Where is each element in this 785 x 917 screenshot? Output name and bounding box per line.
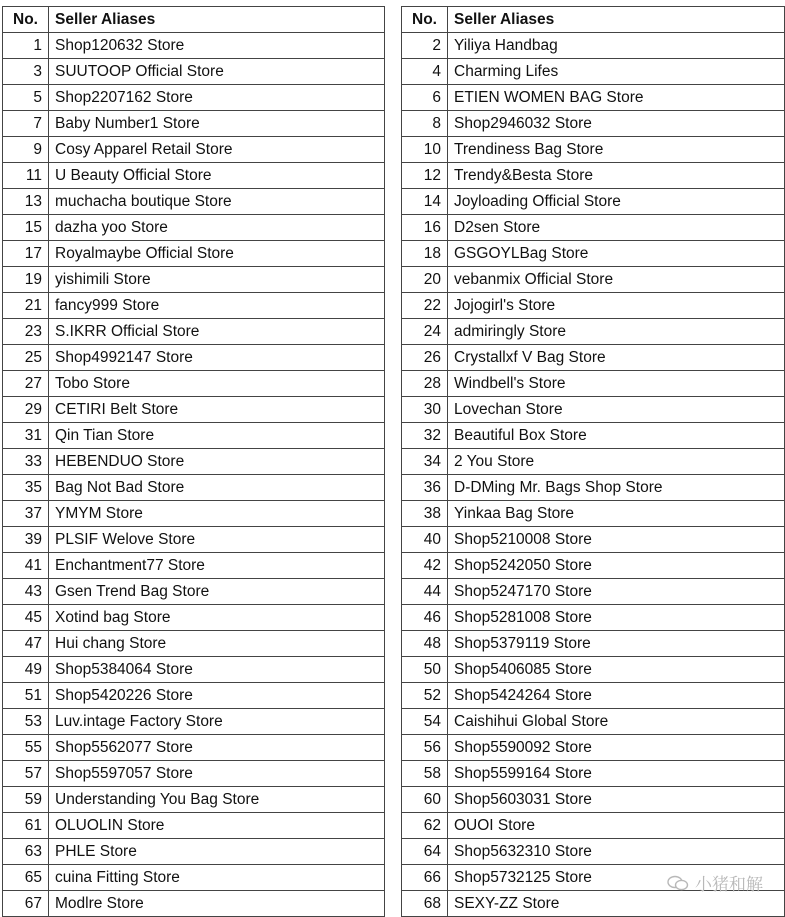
seller-alias: Understanding You Bag Store [49, 787, 385, 813]
table-row [3, 137, 385, 163]
table-row [402, 813, 785, 839]
row-number: 39 [3, 527, 49, 553]
table-row [3, 501, 385, 527]
table-row [3, 215, 385, 241]
row-number: 29 [3, 397, 49, 423]
seller-alias: Shop4992147 Store [49, 345, 385, 371]
table-row [402, 761, 785, 787]
table-row [3, 449, 385, 475]
table-row [402, 657, 785, 683]
seller-alias: U Beauty Official Store [49, 163, 385, 189]
seller-alias: Baby Number1 Store [49, 111, 385, 137]
table-row [402, 293, 785, 319]
row-number: 40 [402, 527, 448, 553]
seller-alias: Shop5632310 Store [448, 839, 785, 865]
row-number: 38 [402, 501, 448, 527]
row-number: 7 [3, 111, 49, 137]
table-row [402, 33, 785, 59]
seller-alias: Bag Not Bad Store [49, 475, 385, 501]
row-number: 48 [402, 631, 448, 657]
seller-alias: Shop2946032 Store [448, 111, 785, 137]
row-number: 57 [3, 761, 49, 787]
row-number: 50 [402, 657, 448, 683]
seller-alias: Modlre Store [49, 891, 385, 917]
row-number: 52 [402, 683, 448, 709]
row-number: 26 [402, 345, 448, 371]
row-number: 28 [402, 371, 448, 397]
seller-alias: SEXY-ZZ Store [448, 891, 785, 917]
row-number: 46 [402, 605, 448, 631]
row-number: 24 [402, 319, 448, 345]
seller-alias: Charming Lifes [448, 59, 785, 85]
row-number: 14 [402, 189, 448, 215]
seller-alias: Shop5599164 Store [448, 761, 785, 787]
row-number: 67 [3, 891, 49, 917]
row-number: 43 [3, 579, 49, 605]
seller-alias: Shop5562077 Store [49, 735, 385, 761]
row-number: 49 [3, 657, 49, 683]
row-number: 20 [402, 267, 448, 293]
seller-alias: Royalmaybe Official Store [49, 241, 385, 267]
seller-alias: Yinkaa Bag Store [448, 501, 785, 527]
row-number: 61 [3, 813, 49, 839]
watermark [667, 870, 763, 895]
row-number: 34 [402, 449, 448, 475]
seller-alias: OLUOLIN Store [49, 813, 385, 839]
table-row [3, 761, 385, 787]
table-row [402, 631, 785, 657]
table-row [402, 553, 785, 579]
row-number: 10 [402, 137, 448, 163]
table-row [3, 813, 385, 839]
seller-alias: Jojogirl's Store [448, 293, 785, 319]
seller-alias: Joyloading Official Store [448, 189, 785, 215]
row-number: 19 [3, 267, 49, 293]
seller-alias: Shop5732125 Store [448, 865, 785, 891]
seller-alias: vebanmix Official Store [448, 267, 785, 293]
seller-alias: Shop5420226 Store [49, 683, 385, 709]
row-number: 60 [402, 787, 448, 813]
seller-alias: Shop2207162 Store [49, 85, 385, 111]
watermark-text: 小猪和解 [695, 875, 763, 894]
row-number: 31 [3, 423, 49, 449]
table-row [402, 267, 785, 293]
row-number: 42 [402, 553, 448, 579]
table-row [3, 553, 385, 579]
table-row [3, 189, 385, 215]
seller-alias: Shop120632 Store [49, 33, 385, 59]
table-row [3, 709, 385, 735]
table-row [402, 397, 785, 423]
table-row [402, 605, 785, 631]
row-number: 62 [402, 813, 448, 839]
seller-alias: Cosy Apparel Retail Store [49, 137, 385, 163]
seller-alias: cuina Fitting Store [49, 865, 385, 891]
table-row [3, 839, 385, 865]
table-row [402, 319, 785, 345]
table-row [3, 267, 385, 293]
row-number: 5 [3, 85, 49, 111]
seller-alias: Shop5603031 Store [448, 787, 785, 813]
row-number: 23 [3, 319, 49, 345]
table-row [402, 839, 785, 865]
table-row [3, 59, 385, 85]
seller-alias: dazha yoo Store [49, 215, 385, 241]
row-number: 54 [402, 709, 448, 735]
row-number: 16 [402, 215, 448, 241]
table-row [3, 579, 385, 605]
table-row [3, 735, 385, 761]
table-row [3, 85, 385, 111]
seller-alias: Beautiful Box Store [448, 423, 785, 449]
seller-alias: PLSIF Welove Store [49, 527, 385, 553]
row-number: 44 [402, 579, 448, 605]
seller-alias: Shop5247170 Store [448, 579, 785, 605]
row-number: 30 [402, 397, 448, 423]
column-header-seller-aliases: Seller Aliases [448, 7, 785, 33]
row-number: 4 [402, 59, 448, 85]
seller-alias: Shop5597057 Store [49, 761, 385, 787]
seller-alias: yishimili Store [49, 267, 385, 293]
seller-alias: YMYM Store [49, 501, 385, 527]
seller-alias: HEBENDUO Store [49, 449, 385, 475]
seller-alias: SUUTOOP Official Store [49, 59, 385, 85]
table-header-row [3, 7, 385, 33]
seller-alias: 2 You Store [448, 449, 785, 475]
table-header-row [402, 7, 785, 33]
seller-alias: S.IKRR Official Store [49, 319, 385, 345]
column-header-seller-aliases: Seller Aliases [49, 7, 385, 33]
row-number: 27 [3, 371, 49, 397]
seller-alias: Shop5406085 Store [448, 657, 785, 683]
row-number: 33 [3, 449, 49, 475]
table-row [3, 371, 385, 397]
table-row [402, 579, 785, 605]
row-number: 53 [3, 709, 49, 735]
table-row [3, 787, 385, 813]
row-number: 58 [402, 761, 448, 787]
seller-alias: Crystallxf V Bag Store [448, 345, 785, 371]
row-number: 35 [3, 475, 49, 501]
table-row [3, 241, 385, 267]
table-row [402, 371, 785, 397]
seller-alias: Caishihui Global Store [448, 709, 785, 735]
seller-alias: Trendy&Besta Store [448, 163, 785, 189]
row-number: 15 [3, 215, 49, 241]
row-number: 47 [3, 631, 49, 657]
seller-alias: Shop5590092 Store [448, 735, 785, 761]
table-row [3, 293, 385, 319]
row-number: 56 [402, 735, 448, 761]
table-row [402, 59, 785, 85]
table-row [402, 345, 785, 371]
seller-alias: Hui chang Store [49, 631, 385, 657]
row-number: 2 [402, 33, 448, 59]
seller-alias: D2sen Store [448, 215, 785, 241]
row-number: 63 [3, 839, 49, 865]
row-number: 21 [3, 293, 49, 319]
seller-alias: CETIRI Belt Store [49, 397, 385, 423]
seller-alias: admiringly Store [448, 319, 785, 345]
seller-alias: Yiliya Handbag [448, 33, 785, 59]
seller-alias: PHLE Store [49, 839, 385, 865]
row-number: 41 [3, 553, 49, 579]
table-row [402, 163, 785, 189]
table-row [402, 501, 785, 527]
row-number: 68 [402, 891, 448, 917]
table-row [402, 709, 785, 735]
seller-alias: Tobo Store [49, 371, 385, 397]
table-row [3, 163, 385, 189]
row-number: 55 [3, 735, 49, 761]
seller-alias: Xotind bag Store [49, 605, 385, 631]
seller-alias: Shop5424264 Store [448, 683, 785, 709]
table-row [402, 735, 785, 761]
seller-alias: ETIEN WOMEN BAG Store [448, 85, 785, 111]
row-number: 59 [3, 787, 49, 813]
seller-alias: muchacha boutique Store [49, 189, 385, 215]
table-row [402, 85, 785, 111]
table-row [3, 631, 385, 657]
row-number: 45 [3, 605, 49, 631]
seller-alias: Shop5281008 Store [448, 605, 785, 631]
seller-alias: OUOI Store [448, 813, 785, 839]
row-number: 32 [402, 423, 448, 449]
seller-alias: Luv.intage Factory Store [49, 709, 385, 735]
table-row [3, 397, 385, 423]
seller-alias: Qin Tian Store [49, 423, 385, 449]
table-row [402, 215, 785, 241]
seller-alias: Enchantment77 Store [49, 553, 385, 579]
table-row [402, 189, 785, 215]
row-number: 12 [402, 163, 448, 189]
table-row [3, 33, 385, 59]
seller-alias: fancy999 Store [49, 293, 385, 319]
column-header-no: No. [3, 7, 49, 33]
table-row [402, 683, 785, 709]
wechat-icon [667, 875, 689, 891]
row-number: 18 [402, 241, 448, 267]
row-number: 64 [402, 839, 448, 865]
seller-table-left [2, 6, 385, 917]
row-number: 25 [3, 345, 49, 371]
seller-table-right [401, 6, 785, 917]
table-row [402, 137, 785, 163]
table-row [402, 449, 785, 475]
seller-alias: Shop5379119 Store [448, 631, 785, 657]
row-number: 36 [402, 475, 448, 501]
row-number: 1 [3, 33, 49, 59]
column-header-no: No. [402, 7, 448, 33]
row-number: 66 [402, 865, 448, 891]
row-number: 65 [3, 865, 49, 891]
seller-alias: Gsen Trend Bag Store [49, 579, 385, 605]
seller-alias: Trendiness Bag Store [448, 137, 785, 163]
table-row [3, 865, 385, 891]
seller-alias: Lovechan Store [448, 397, 785, 423]
table-row [3, 423, 385, 449]
table-row [3, 657, 385, 683]
seller-alias: Windbell's Store [448, 371, 785, 397]
table-row [402, 787, 785, 813]
row-number: 9 [3, 137, 49, 163]
table-row [3, 319, 385, 345]
row-number: 13 [3, 189, 49, 215]
seller-alias: D-DMing Mr. Bags Shop Store [448, 475, 785, 501]
row-number: 17 [3, 241, 49, 267]
table-row [3, 111, 385, 137]
row-number: 11 [3, 163, 49, 189]
seller-alias: Shop5384064 Store [49, 657, 385, 683]
table-row [3, 475, 385, 501]
seller-alias: GSGOYLBag Store [448, 241, 785, 267]
row-number: 6 [402, 85, 448, 111]
table-row [3, 345, 385, 371]
table-row [402, 475, 785, 501]
row-number: 51 [3, 683, 49, 709]
table-row [402, 241, 785, 267]
seller-alias: Shop5242050 Store [448, 553, 785, 579]
table-row [402, 111, 785, 137]
row-number: 22 [402, 293, 448, 319]
row-number: 37 [3, 501, 49, 527]
table-row [402, 423, 785, 449]
table-row [402, 527, 785, 553]
row-number: 3 [3, 59, 49, 85]
table-row [3, 683, 385, 709]
row-number: 8 [402, 111, 448, 137]
table-row [3, 527, 385, 553]
seller-alias: Shop5210008 Store [448, 527, 785, 553]
table-row [3, 605, 385, 631]
